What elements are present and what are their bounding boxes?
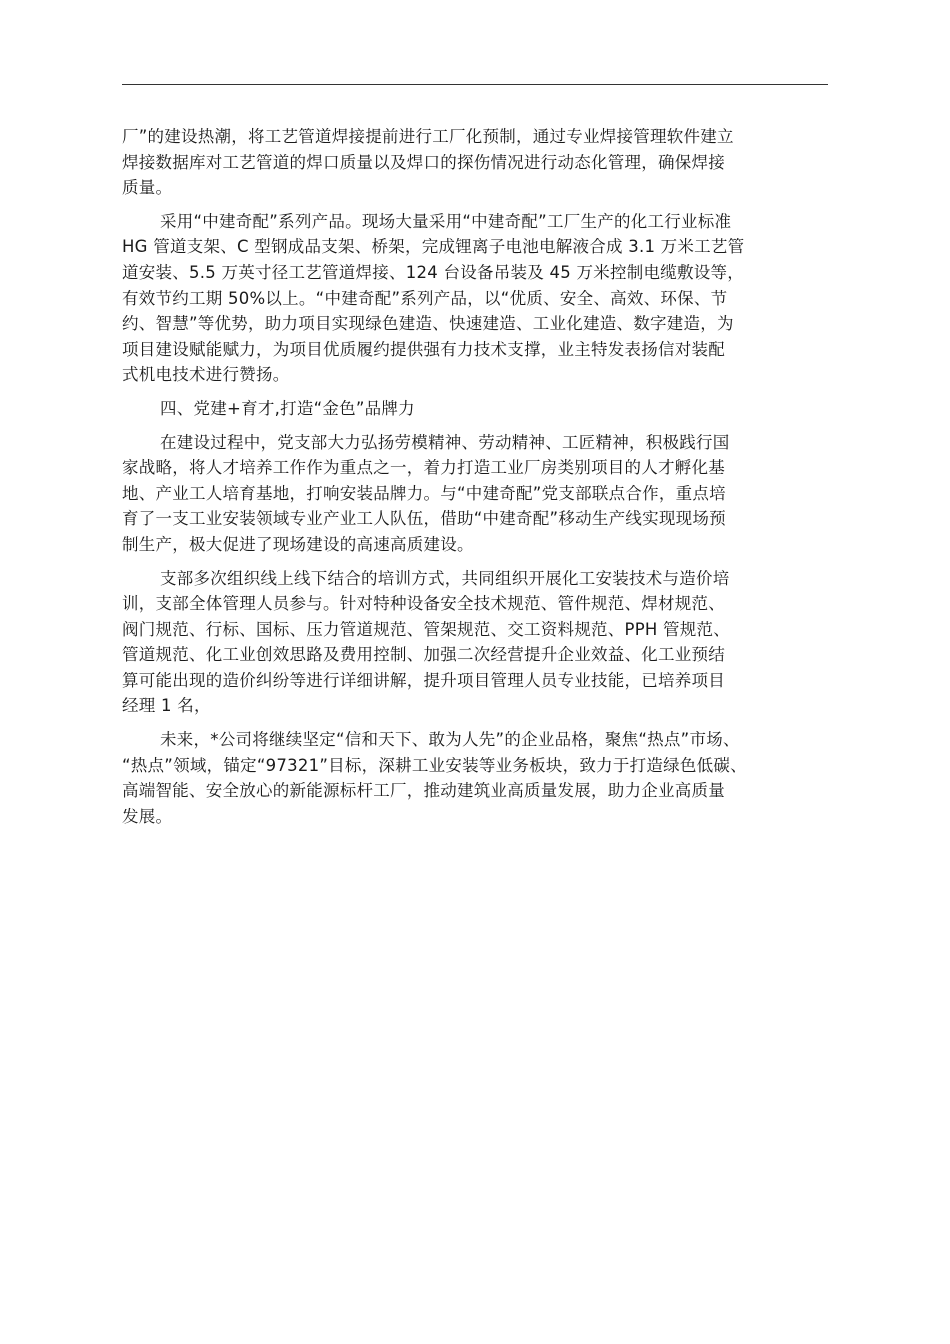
text-line: 算可能出现的造价纠纷等进行详细讲解，提升项目管理人员专业技能，已培养项目	[122, 670, 725, 690]
paragraph-party-building	[122, 430, 828, 558]
text-line: 厂”的建设热潮，将工艺管道焊接提前进行工厂化预制，通过专业焊接管理软件建立	[122, 127, 734, 146]
text-line: 管道规范、化工业创效思路及费用控制、加强二次经营提升企业效益、化工业预结	[122, 645, 725, 665]
text-line: 制生产，极大促进了现场建设的高速高质建设。	[122, 534, 474, 554]
text-line: 阀门规范、行标、国标、压力管道规范、管架规范、交工资料规范、PPH 管规范、	[122, 619, 731, 639]
text-line: 约、智慧”等优势，助力项目实现绿色建造、快速建造、工业化建造、数字建造，为	[122, 314, 734, 334]
text-line: 训，支部全体管理人员参与。针对特种设备安全技术规范、管件规范、焊材规范、	[122, 594, 725, 614]
text-line: 未来，*公司将继续坚定“信和天下、敢为人先”的企业品格，聚焦“热点”市场、	[160, 730, 740, 750]
text-line: 质量。	[122, 178, 173, 198]
text-line: 支部多次组织线上线下结合的培训方式，共同组织开展化工安装技术与造价培	[160, 568, 730, 588]
text-line: “热点”领域，锚定“97321”目标，深耕工业安装等业务板块，致力于打造绿色低碳、	[122, 755, 747, 775]
text-line: HG 管道支架、C 型钢成品支架、桥架，完成锂离子电池电解液合成 3.1 万米工艺管	[122, 237, 745, 257]
paragraph-future	[122, 727, 828, 829]
text-line: 经理 1 名，	[122, 696, 211, 716]
header-rule	[122, 84, 828, 85]
text-line: 项目建设赋能赋力，为项目优质履约提供强有力技术支撑，业主特发表扬信对装配	[122, 339, 725, 359]
text-line: 道安装、5.5 万英寸径工艺管道焊接、124 台设备吊装及 45 万米控制电缆敷设等，	[122, 262, 744, 282]
text-line: 有效节约工期 50%以上。“中建奇配”系列产品，以“优质、安全、高效、环保、节	[122, 288, 728, 308]
text-line: 地、产业工人培育基地，打响安装品牌力。与“中建奇配”党支部联点合作，重点培	[122, 483, 726, 503]
paragraph-training	[122, 566, 828, 720]
document-body	[122, 124, 828, 837]
paragraph-prefab-products	[122, 209, 828, 388]
text-line: 发展。	[122, 806, 173, 826]
paragraph-continuation	[122, 124, 828, 201]
text-line: 焊接数据库对工艺管道的焊口质量以及焊口的探伤情况进行动态化管理，确保焊接	[122, 152, 725, 172]
text-line: 采用“中建奇配”系列产品。现场大量采用“中建奇配”工厂生产的化工行业标准	[160, 211, 732, 231]
text-line: 家战略，将人才培养工作作为重点之一，着力打造工业厂房类别项目的人才孵化基	[122, 458, 725, 478]
text-line: 式机电技术进行赞扬。	[122, 365, 290, 385]
text-line: 在建设过程中，党支部大力弘扬劳模精神、劳动精神、工匠精神，积极践行国	[160, 432, 730, 452]
section-heading-text: 四、党建+育才,打造“金色”品牌力	[160, 398, 415, 418]
text-line: 高端智能、安全放心的新能源标杆工厂，推动建筑业高质量发展，助力企业高质量	[122, 781, 725, 801]
text-line: 育了一支工业安装领域专业产业工人队伍，借助“中建奇配”移动生产线实现现场预	[122, 509, 726, 529]
section-heading	[122, 396, 828, 422]
